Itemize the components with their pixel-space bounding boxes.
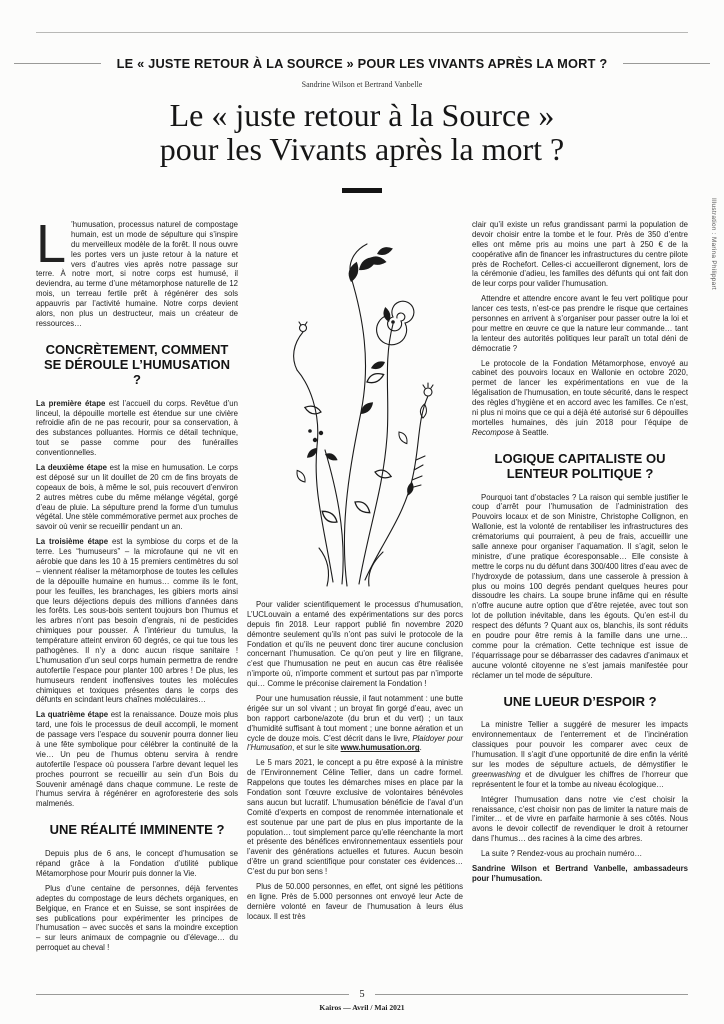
kicker-row [14,56,710,71]
etape-3-text: est la symbiose du corps et de la terre. Les “humuseurs” – la microfaune qui ne vit en aérobie que dans les 10 à 15 premiers centimètres du sol – viennent réaliser la métamorphose de toutes les cellules de la dépouille humaine en humus… comme ils le font, pour les feuilles, les branchages, les gibiers morts ainsi que leurs déjections depuis des millions d’années dans les forêts. Les sous-bois sentent toujours bon l’humus et les arbres n’ont pas besoin d’engrais, ni de pesticides chimiques pour pousser. À l’intérieur du tumulus, la température atteint environ 60 degrés, ce qui tue tous les pathogènes. Il n’y a donc aucun risque sanitaire ! L’humusation d’un seul corps humain permettra de rendre autofertile l’espace pour planter 100 arbres ! De plus, les humuseurs rendent inoffensives toutes les molécules chimiques et toxiques présentes dans le corps des défunts en scindant leurs chaînes moléculaires… [36,537,238,705]
page-footer [36,989,688,1012]
paragraph-fondation: Depuis plus de 6 ans, le concept d’humusation se répand grâce à la Fondation d’utilité publique Métamorphose pour Mourir puis donner la Vie. [36,849,238,878]
kicker-rule-left [14,63,101,64]
page-number-row [36,989,688,1000]
paragraph-attendre: Attendre et attendre encore avant le feu vert politique pour lancer ces tests, n’est-ce pas prendre le risque que certaines personnes en arrivent à s’organiser pour passer outre la loi et pour mettre en œuvre ce que la nature leur commande… tant la lenteur des autorités politiques leur paraît un total déni de démocratie ? [472,294,688,353]
kicker-title: LE « JUSTE RETOUR À LA SOURCE » POUR LES VIVANTS APRÈS LA MORT ? [116,56,608,71]
paragraph-suite: La suite ? Rendez-vous au prochain numéro… [481,849,643,859]
section-heading-logique: LOGIQUE CAPITALISTE OU LENTEUR POLITIQUE ? [494,450,666,481]
paragraph-ministre-expose: Le 5 mars 2021, le concept a pu être exposé à la ministre de l’Environnement Céline Tellier, dans un cadre formel. Rappelons que toutes les démarches mises en place par la Fondation sont l’œuvre exclusive de volontaires bénévoles sans aucun but lucratif. L’humusation bénéficie de l’aval d’un Comité d’experts en compost de renommée internationale et est soutenue par une part de plus en plus importante de la population… tout simplement parce qu’elle réenchante la mort et présente des bénéfices environnementaux essentiels pour l’avenir des générations actuelles et futures. Aucun besoin d’être un grand scientifique pour constater ces évidences… C’est du pur bon sens ! [247,758,463,877]
book-title: Plaidoyer pour l’Humusation [247,733,463,753]
intro-paragraph [36,214,238,329]
reussie-end: . [419,743,422,753]
top-rule [36,32,688,33]
footer-rule-left [36,994,349,995]
protocole-text: Le protocole de la Fondation Métamorphose, envoyé au cabinet des pouvoirs locaux en Wallonie en octobre 2020, permet de lancer les expérimentations en vue de la légalisation de l’humusation, en toute sécurité, dans le respect des règles d’hygiène et en accord avec les familles. Ce n’est, ni plus ni moins que ce qui a déjà été autorisé sur 6 dépouilles mortelles humaines, dès juin 2018 pour l’équipe de [472,358,688,427]
article-body [36,214,688,958]
reussie-text: Pour une humusation réussie, il faut notamment : une butte érigée sur un sol vivant ; un broyat fin gorgé d’eau, avec un bon rapport carbone/azote (du brun et du vert) ; un taux d’humidité suffisant à tout moment ; une bonne aération et un cycle de douze mois. C’est décrit dans le livre, [247,694,463,743]
paragraph-protocole [472,359,688,438]
section-heading-espoir: UNE LUEUR D’ESPOIR ? [503,693,657,709]
greenwashing-term: greenwashing [472,769,521,779]
paragraph-impacts [472,720,688,789]
impacts-text: La ministre Tellier a suggéré de mesurer les impacts environnementaux de l’enterrement et de l’incinération classiques pour pouvoir les comparer avec ceux de l’humusation. Il s’agit d’une opportunité de dire enfin la vérité sur les modes de sépulture actuels, de démystifier le [472,720,688,769]
impacts-end: et de divulguer les chiffres de l’horreur que représentent le four et la tombe au niveau écologique… [472,769,688,789]
paragraph-etape-3 [36,537,238,705]
paragraph-refus: clair qu’il existe un refus grandissant parmi la population de devoir choisir entre la tombe et le four. Près de 350 d’entre elles ont même pris au moins une part à 250 € de la coopérative afin de financer les infrastructures du centre pilote près de Rochefort. Celles-ci accueilleront dignement, lors de la cérémonie d’adieu, les familles des défunts qui ont fait don de leur corps pour valider l’humusation. [472,220,688,289]
kicker-rule-right [623,63,710,64]
section-heading-realite: UNE RÉALITÉ IMMINENTE ? [49,822,225,838]
column-right [472,220,688,958]
etape-4-text: est la renaissance. Douze mois plus tard, une fois le processus de deuil accompli, le moment de passage vers l’espace du souvenir pourra donner lieu à une fête symbolique pour célébrer la continuité de la vie… Un peu de l’humus obtenu servira à rendre autofertile l’espace où poussera l’arbre devant lequel les proches pourront se recueillir au sein d’un Bois du Souvenir aménagé dans chaque commune. Le reste de l’humus servira à régénérer en agroforesterie des sols malmenés. [36,710,238,809]
humusation-website-link[interactable]: www.humusation.org [340,743,420,753]
paragraph-petitions: Plus de 50.000 personnes, en effet, ont signé les pétitions en ligne. Près de 5.000 personnes ont envoyé leur Acte de dernière volonté en faveur de l’humusation à leurs élus locaux. Il est très [247,882,463,921]
paragraph-etape-4 [36,710,238,809]
page-title-line2: pour les Vivants après la mort ? [159,130,565,167]
paragraph-etape-2 [36,463,238,532]
etape-2-lead: La deuxième étape [36,462,107,472]
etape-1-text: est l’accueil du corps. Revêtue d’un linceul, la dépouille mortelle est étendue sur une civière refroidie afin de ne pas recourir, pour sa conservation, à des substances polluantes. Hormis ce détail technique, tout se passe comme pour des funérailles conventionnelles. [36,398,238,458]
paragraph-adeptes: Plus d’une centaine de personnes, déjà ferventes adeptes du compostage de leurs déchets organiques, en Belgique, en France et en Suisse, se sont inspirées de ses publications pour expérimenter les principes de l’humusation – avec succès et sans la moindre exception – sur leurs animaux de compagnie ou d’élevage… du perroquet au cheval ! [36,883,238,953]
botanical-illustration [247,222,463,590]
signature: Sandrine Wilson et Bertrand Vanbelle, ambassadeurs pour l’humusation. [472,864,688,883]
etape-3-lead: La troisième étape [36,537,109,547]
etape-4-lead: La quatrième étape [36,710,109,720]
paragraph-humusation-reussie [247,694,463,753]
section-heading-deroulement: CONCRÈTEMENT, COMMENT SE DÉROULE L’HUMUSATION ? [43,341,231,387]
paragraph-etape-1 [36,399,238,458]
page-number: 5 [359,989,365,1000]
page-title [0,99,724,167]
column-left [36,214,238,958]
drop-cap: L [36,214,67,274]
column-middle [247,220,463,958]
recompose-name: Recompose [472,427,514,437]
title-divider-bar [342,188,382,193]
paragraph-integrer: Intégrer l’humusation dans notre vie c’est choisir la renaissance, c’est choisir non pas de limiter la nature mais de l’imiter… et de vivre en parfaite harmonie à ses côtés. Nous avons le devoir collectif de revendiquer le droit à retourner dans l’humus… des racines à la cime des arbres. [472,794,688,844]
intro-text: ’humusation, processus naturel de compostage humain, est un mode de sépulture qui s’inspire du merveilleux modèle de la forêt. Il nous ouvre les portes vers un juste retour à la nature et vers d’autres vies après notre passage sur terre. À notre mort, si notre corps est humusé, il deviendra, au terme d’une métamorphose naturelle de 12 mois, un terreau fertile prêt à régénérer des sols appauvris par l’activité humaine. Notre corps devient alors, non plus un destructeur, mais un créateur de ressources… [36,220,238,328]
page-title-line1: Le « juste retour à la Source » [169,97,555,133]
etape-2-text: est la mise en humusation. Le corps est déposé sur un lit douillet de 20 cm de fins broyats de copeaux de bois, à même le sol, puis recouvert d’environ 2 autres mètres cube du même mélange végétal, gorgé d’eau de pluie. La sépulture prend la forme d’un tumulus végétal. Une stèle commémorative permet aux proches de savoir où venir se recueillir pendant un an. [36,462,238,532]
protocole-end: à Seattle. [513,427,549,437]
footer-rule-right [375,994,688,995]
byline: Sandrine Wilson et Bertrand Vanbelle [301,80,423,89]
etape-1-lead: La première étape [36,398,106,408]
reussie-mid: , et sur le site [292,743,341,753]
paragraph-obstacles: Pourquoi tant d’obstacles ? La raison qui semble justifier le coup d’arrêt pour l’humusation de l’administration des Pouvoirs locaux et de son Ministre, Christophe Collignon, en Wallonie, est la volonté de rentabiliser les infrastructures des crématoriums qui pourraient, à peu de frais, accueillir une salle annexe pour organiser l’aquamation. Il s’agit, selon le ministre, d’une pratique écoresponsable… Elle consiste à mettre le corps nu du défunt dans 300/400 litres d’eau avec de l’hydroxyde de potassium, dans une casserole à pression à plus ou moins 100 degrés pendant quelques heures pour dissoudre les chairs. La soupe brune infâme qui en résulte n’offre aucune autre option que d’être rejetée, avec tout son lot de pollution inévitable, dans les égouts. Qu’en est-il du respect des défunts ? Quant aux os, blanchis, ils sont réduits en poudre pour être remis à la famille dans une urne… comme pour la crémation. Cette technique est issue de l’équarrissage pour se débarrasser des cadavres d’animaux et aucune volonté citoyenne ne s’est jamais manifestée pour réclamer un tel mode de sépulture. [472,492,688,680]
paragraph-uclouvain: Pour valider scientifiquement le processus d’humusation, L’UCLouvain a entamé des expérimentations sur des porcs depuis fin 2018. Leur rapport publié fin novembre 2020 démontre seulement qu’ils n’ont pas suivi le protocole de la Fondation et qu’ils ne peuvent donc tirer aucune conclusion concernant l’humusation. Ce qu’on peut y lire en filigrane, c’est que l’humusation ne peut en aucun cas être réalisée n’importe où, n’importe comment et surtout pas par n’importe qui… Comme le préconise clairement la Fondation ! [247,600,463,689]
issue-label: Kairos — Avril / Mai 2021 [319,1003,405,1012]
illustration-credit: Illustration : Marina Philippart [710,198,717,291]
